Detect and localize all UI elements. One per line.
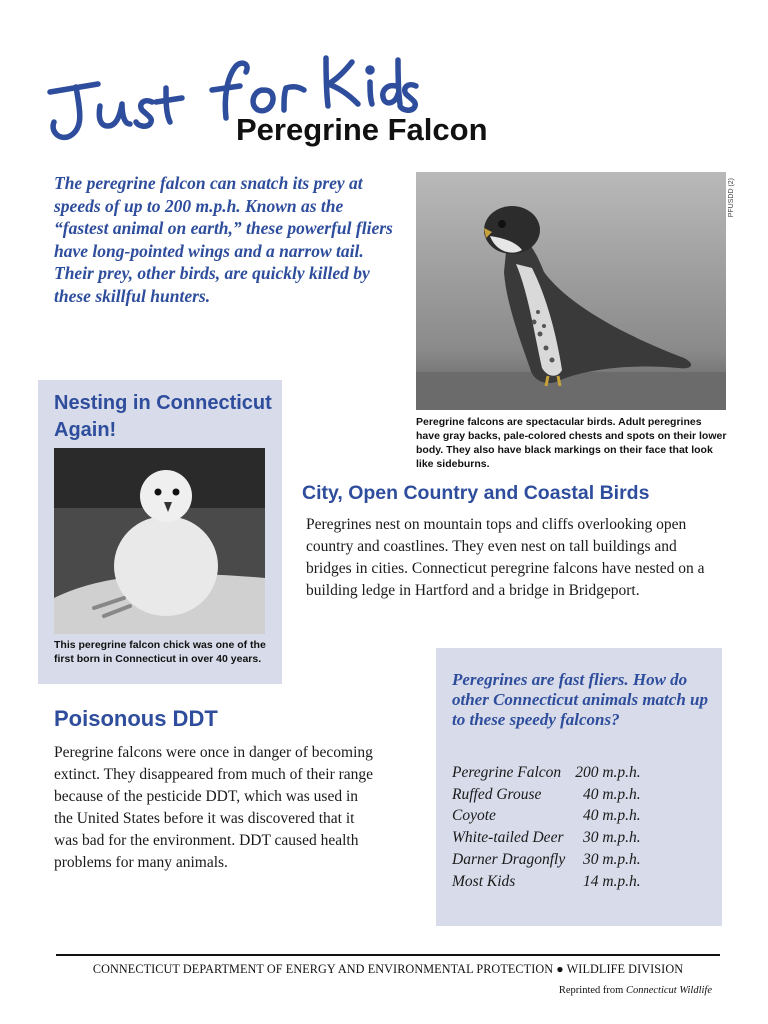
photo-credit: PFUSDD (2) xyxy=(728,178,735,218)
animal-name: Most Kids xyxy=(452,872,516,890)
page-title: Peregrine Falcon xyxy=(236,112,488,147)
animal-name: Ruffed Grouse xyxy=(452,785,542,803)
animal-name: Coyote xyxy=(452,807,496,825)
speed-table xyxy=(452,762,641,892)
adult-falcon-photo xyxy=(416,172,726,410)
animal-speed: 14 m.p.h. xyxy=(582,872,641,890)
animal-speed: 40 m.p.h. xyxy=(582,785,641,803)
reprint-source: Connecticut Wildlife xyxy=(625,985,712,996)
speed-row xyxy=(452,871,641,893)
chick-photo-caption: This peregrine falcon chick was one of the first born in Connecticut in over 40 years. xyxy=(54,639,266,665)
reprint-note xyxy=(559,985,712,996)
animal-name: Peregrine Falcon xyxy=(452,764,562,781)
animal-name: White-tailed Deer xyxy=(452,829,564,847)
speed-comparison-heading: Peregrines are fast fliers. How do other Connecticut animals match up to these speedy falcons? xyxy=(452,670,708,729)
animal-name: Darner Dragonfly xyxy=(452,850,566,868)
footer-divider xyxy=(56,954,720,956)
city-section-body: Peregrines nest on mountain tops and cliffs overlooking open country and coastlines. They even nest on tall buildings and bridges in cities. Connecticut peregrine falcons have nested on a building ledge in Hartford and a bridge in Bridgeport. xyxy=(306,516,705,599)
adult-photo-caption: Peregrine falcons are spectacular birds. Adult peregrines have gray backs, pale-colored chests and spots on their lower body. They also have black markings on their face that look like sideburns. xyxy=(416,416,727,470)
speed-row xyxy=(452,762,641,784)
reprint-prefix: Reprinted from xyxy=(558,985,626,996)
nesting-heading: Nesting in Connecticut Again! xyxy=(54,392,272,441)
animal-speed: 40 m.p.h. xyxy=(582,807,641,825)
speed-row xyxy=(452,784,641,806)
speed-row xyxy=(452,805,641,827)
animal-speed: 200 m.p.h. xyxy=(575,764,641,781)
speed-row xyxy=(452,827,641,849)
falcon-chick-photo xyxy=(54,448,265,634)
intro-paragraph: The peregrine falcon can snatch its prey at speeds of up to 200 m.p.h. Known as the “fastest animal on earth,” these powerful fliers have long-pointed wings and a narrow tail. Their prey, other birds, are quickly killed by these skillful hunters. xyxy=(54,173,393,306)
animal-speed: 30 m.p.h. xyxy=(582,829,641,847)
speed-row xyxy=(452,849,641,871)
ddt-section-heading: Poisonous DDT xyxy=(54,706,218,731)
city-section-heading: City, Open Country and Coastal Birds xyxy=(302,482,650,504)
animal-speed: 30 m.p.h. xyxy=(582,850,641,868)
footer-agency: CONNECTICUT DEPARTMENT OF ENERGY AND ENVIRONMENTAL PROTECTION ● WILDLIFE DIVISION xyxy=(92,962,684,976)
ddt-section-body: Peregrine falcons were once in danger of becoming extinct. They disappeared from much of their range because of the pesticide DDT, which was used in the United States before it was discovered that it was bad for the environment. DDT caused health problems for many animals. xyxy=(54,744,374,871)
